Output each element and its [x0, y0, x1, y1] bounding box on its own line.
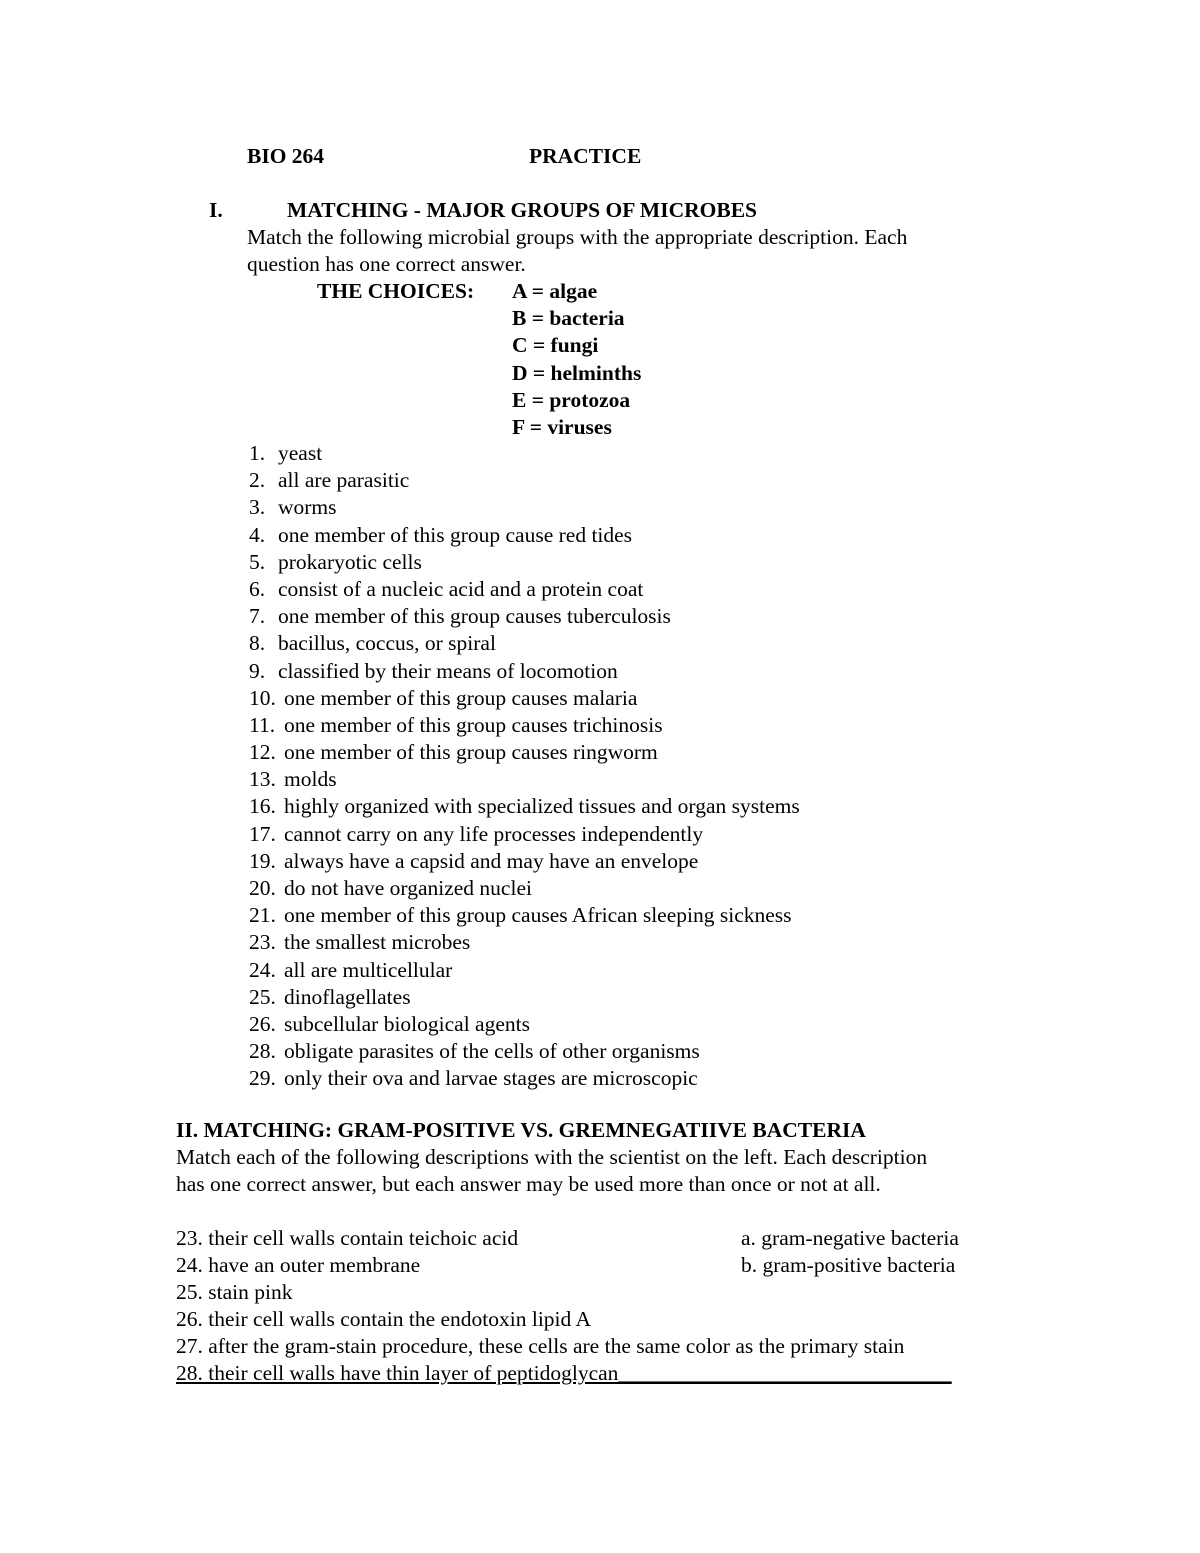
- list-item: 16. highly organized with specialized tissues and organ systems: [249, 794, 800, 819]
- section-1-numeral: I.: [209, 198, 223, 222]
- list-item: 13. molds: [249, 767, 337, 792]
- section-2-heading: II. MATCHING: GRAM-POSITIVE VS. GREMNEGATIIVE BACTERIA: [176, 1118, 866, 1142]
- section-1-heading: MATCHING - MAJOR GROUPS OF MICROBES: [287, 198, 758, 222]
- list-item: 7. one member of this group causes tuberculosis: [249, 604, 671, 629]
- list-item: 29. only their ova and larvae stages are microscopic: [249, 1066, 698, 1091]
- section-1-instructions-line1: Match the following microbial groups with the appropriate description. Each: [247, 225, 908, 249]
- list-item: 2. all are parasitic: [249, 468, 410, 493]
- list-item: 24. have an outer membrane: [176, 1253, 421, 1277]
- choices-list: [512, 278, 641, 441]
- list-item: 24. all are multicellular: [249, 957, 453, 982]
- choices-label: THE CHOICES:: [317, 279, 475, 303]
- list-item: 26. subcellular biological agents: [249, 1011, 530, 1036]
- section-2-instructions-line2: has one correct answer, but each answer may be used more than once or not at all.: [176, 1172, 881, 1196]
- list-item: 21. one member of this group causes African sleeping sickness: [249, 903, 792, 928]
- choice-c: C = fungi: [512, 333, 599, 358]
- list-item: 26. their cell walls contain the endotoxin lipid A: [176, 1307, 591, 1331]
- list-item: 19. always have a capsid and may have an envelope: [249, 848, 699, 873]
- list-item: 25. stain pink: [176, 1280, 293, 1304]
- list-item: 11. one member of this group causes trichinosis: [249, 712, 663, 737]
- list-item: 4. one member of this group cause red tides: [249, 522, 633, 547]
- list-item: 23. their cell walls contain teichoic acid: [176, 1226, 519, 1250]
- choice-f: F = viruses: [512, 414, 612, 439]
- list-item: 23. the smallest microbes: [249, 930, 471, 955]
- choice-e: E = protozoa: [512, 387, 631, 412]
- section-1-instructions-line2: question has one correct answer.: [247, 252, 526, 276]
- list-item: 20. do not have organized nuclei: [249, 876, 532, 900]
- choice-d: D = helminths: [512, 360, 642, 385]
- section-2-instructions-line1: Match each of the following descriptions with the scientist on the left. Each description: [176, 1145, 928, 1169]
- list-item: 12. one member of this group causes ringworm: [249, 740, 658, 765]
- list-item: 28. obligate parasites of the cells of other organisms: [249, 1039, 700, 1064]
- answer-option-b: b. gram-positive bacteria: [741, 1253, 956, 1277]
- list-item: 6. consist of a nucleic acid and a protein coat: [249, 576, 644, 601]
- list-item: 5. prokaryotic cells: [249, 549, 422, 574]
- list-item: 25. dinoflagellates: [249, 984, 411, 1009]
- choice-a: A = algae: [512, 279, 598, 303]
- choice-b: B = bacteria: [512, 306, 625, 331]
- list-item: 8. bacillus, coccus, or spiral: [249, 631, 496, 656]
- list-item: 27. after the gram-stain procedure, these cells are the same color as the primary stain: [176, 1334, 905, 1358]
- list-item: 17. cannot carry on any life processes independently: [249, 821, 704, 846]
- course-code: BIO 264: [247, 144, 325, 168]
- list-item: 28. their cell walls have thin layer of peptidoglycan_______________________________: [176, 1361, 952, 1385]
- list-item: 3. worms: [249, 495, 337, 520]
- answer-option-a: a. gram-negative bacteria: [741, 1226, 959, 1250]
- list-item: 9. classified by their means of locomotion: [249, 658, 618, 683]
- page-title: PRACTICE: [529, 144, 642, 168]
- list-item: 1. yeast: [249, 441, 323, 465]
- section-1-question-list: [249, 440, 800, 1093]
- list-item: 10. one member of this group causes malaria: [249, 685, 638, 710]
